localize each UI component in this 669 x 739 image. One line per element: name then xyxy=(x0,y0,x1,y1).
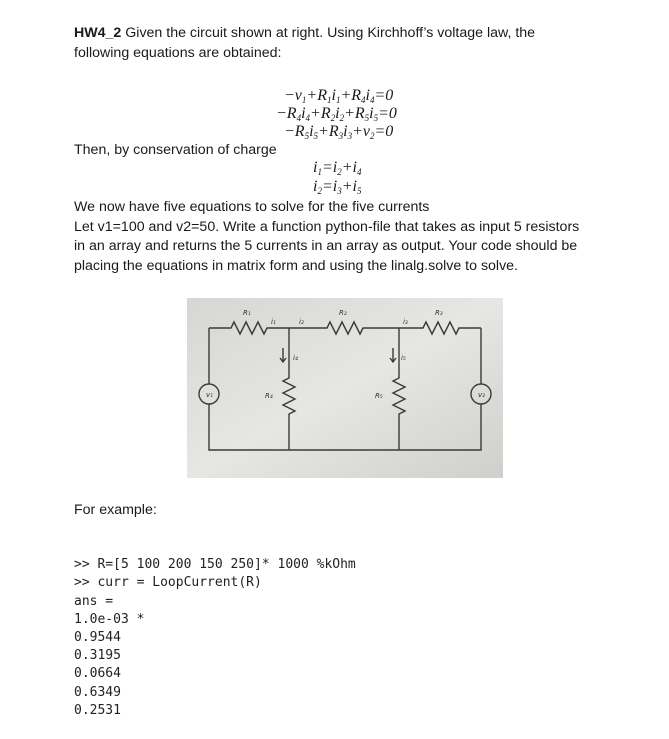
label-i3: i₃ xyxy=(403,318,408,326)
example-heading: For example: xyxy=(74,502,157,518)
code-line: 0.9544 xyxy=(74,630,121,646)
intro-line2: following equations are obtained: xyxy=(74,44,282,61)
code-line: 0.3195 xyxy=(74,648,121,664)
label-r3: R₃ xyxy=(435,309,443,317)
task-text xyxy=(74,198,634,276)
hw-label: HW4_2 xyxy=(74,25,122,41)
intro-text xyxy=(74,24,634,63)
label-i1: i₁ xyxy=(271,318,276,326)
kvl-equation-3: $-R_5i_5+R_3i_3+v_2=0$ xyxy=(284,123,394,141)
label-i5: i₅ xyxy=(401,354,406,362)
label-r5: R₅ xyxy=(375,392,383,400)
photo-background xyxy=(187,298,503,478)
label-v1: v₁ xyxy=(206,391,213,399)
charge-equation-2: $i_2=i_3+i_5$ xyxy=(313,178,362,196)
code-line: 0.2531 xyxy=(74,702,121,718)
code-line: 0.6349 xyxy=(74,684,121,700)
label-r1: R₁ xyxy=(243,309,251,317)
code-line: 1.0e-03 * xyxy=(74,611,145,627)
code-line: >> curr = LoopCurrent(R) xyxy=(74,575,262,591)
task-line-1: We now have five equations to solve for the five currents xyxy=(74,199,430,215)
label-r2: R₂ xyxy=(339,309,347,317)
code-line: ans = xyxy=(74,593,114,609)
label-r4: R₄ xyxy=(265,392,273,400)
task-line-2: Let v1=100 and v2=50. Write a function python-file that takes as input 5 resistors xyxy=(74,218,580,235)
label-v2: v₂ xyxy=(478,391,485,399)
intro-line1: Given the circuit shown at right. Using Kirchhoff’s voltage law, the xyxy=(121,25,536,41)
circuit-diagram xyxy=(187,298,503,478)
task-line-4: placing the equations in matrix form and using the linalg.solve to solve. xyxy=(74,257,519,274)
charge-equation-1: $i_1=i_2+i_4$ xyxy=(313,159,362,177)
task-line-3: in an array and returns the 5 currents in an array as output. Your code should be xyxy=(74,238,578,254)
label-i4: i₄ xyxy=(293,354,298,362)
code-line: 0.0664 xyxy=(74,666,121,682)
code-block xyxy=(74,538,356,738)
conservation-text: Then, by conservation of charge xyxy=(74,142,277,158)
label-i2: i₂ xyxy=(299,318,304,326)
kvl-equation-1: $-v_1+R_1i_1+R_4i_4=0$ xyxy=(284,87,394,105)
kvl-equation-2: $-R_4i_4+R_2i_2+R_5i_5=0$ xyxy=(276,105,397,123)
code-line: >> R=[5 100 200 150 250]* 1000 %kOhm xyxy=(74,557,356,573)
